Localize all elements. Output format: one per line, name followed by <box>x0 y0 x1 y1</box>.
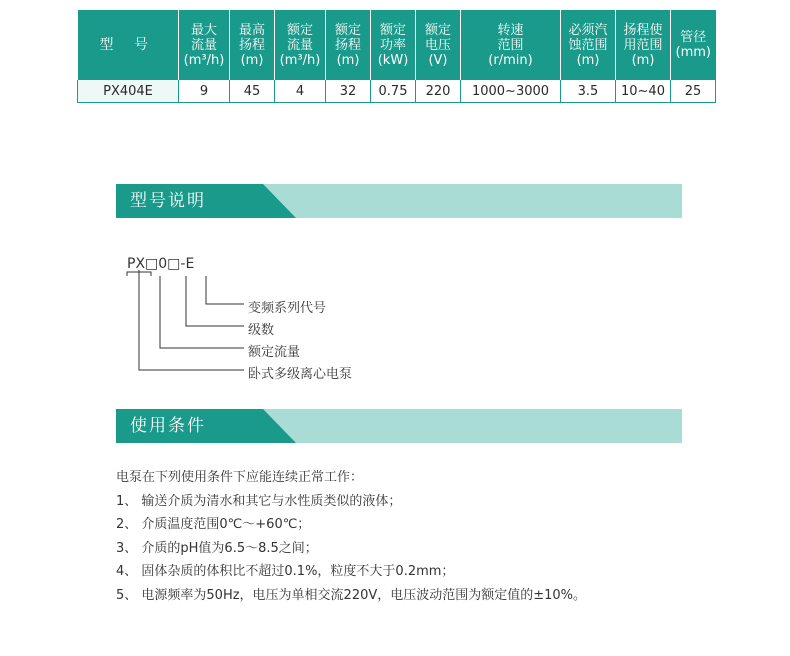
header-max-flow: 最大 流量 (m³/h) <box>179 10 230 80</box>
model-code: PX□0□-E <box>127 256 195 272</box>
cell-head-range: 10~40 <box>616 80 671 103</box>
legend-rated-flow: 额定流量 <box>248 345 301 360</box>
leader-horizontal-pump <box>139 272 244 370</box>
condition-item: 4、 固体杂质的体积比不超过0.1%，粒度不大于0.2mm； <box>116 564 455 579</box>
header-speed-range: 转速 范围 (r/min) <box>461 10 561 80</box>
legend-stages: 级数 <box>248 323 275 338</box>
conditions-intro: 电泵在下列使用条件下应能连续正常工作： <box>116 470 364 485</box>
banner-light-band <box>296 184 682 218</box>
condition-item: 3、 介质的pH值为6.5～8.5之间； <box>116 540 318 556</box>
header-pipe-diameter: 管径 (mm) <box>671 10 716 80</box>
banner-light-band <box>296 409 682 443</box>
table-row <box>78 80 716 103</box>
header-max-head: 最高 扬程 (m) <box>230 10 275 80</box>
header-npsh: 必须汽 蚀范围 (m) <box>561 10 616 80</box>
cell-npsh: 3.5 <box>561 80 616 103</box>
spec-table <box>77 10 716 103</box>
legend-variable-frequency: 变频系列代号 <box>248 301 327 316</box>
condition-item: 1、 输送介质为清水和其它与水性质类似的液体； <box>116 493 402 509</box>
section-banner-conditions <box>116 409 682 443</box>
header-head-range: 扬程使 用范围 (m) <box>616 10 671 80</box>
cell-max-head: 45 <box>230 80 275 103</box>
header-rated-voltage: 额定 电压 (V) <box>416 10 461 80</box>
cell-pipe-diameter: 25 <box>671 80 716 103</box>
cell-max-flow: 9 <box>179 80 230 103</box>
header-rated-power: 额定 功率 (kW) <box>371 10 416 80</box>
header-model: 型 号 <box>78 10 179 80</box>
cell-rated-voltage: 220 <box>416 80 461 103</box>
cell-speed-range: 1000~3000 <box>461 80 561 103</box>
table-header-row <box>78 10 716 80</box>
header-rated-flow: 额定 流量 (m³/h) <box>275 10 326 80</box>
cell-rated-head: 32 <box>326 80 371 103</box>
conditions-list <box>116 466 736 607</box>
header-rated-head: 额定 扬程 (m) <box>326 10 371 80</box>
section-title-model: 型号说明 <box>130 191 206 211</box>
leader-stages <box>186 276 244 326</box>
cell-model: PX404E <box>78 80 179 103</box>
condition-item: 2、 介质温度范围0℃～+60℃； <box>116 517 311 532</box>
condition-item: 5、 电源频率为50Hz，电压为单相交流220V，电压波动范围为额定值的±10%。 <box>116 587 587 603</box>
cell-rated-flow: 4 <box>275 80 326 103</box>
leader-rated-flow <box>160 276 244 348</box>
model-code-diagram <box>120 270 260 380</box>
section-title-conditions: 使用条件 <box>130 416 206 436</box>
legend-horizontal-pump: 卧式多级离心电泵 <box>248 367 353 382</box>
section-banner-model <box>116 184 682 218</box>
cell-rated-power: 0.75 <box>371 80 416 103</box>
leader-variable-frequency <box>206 276 244 304</box>
